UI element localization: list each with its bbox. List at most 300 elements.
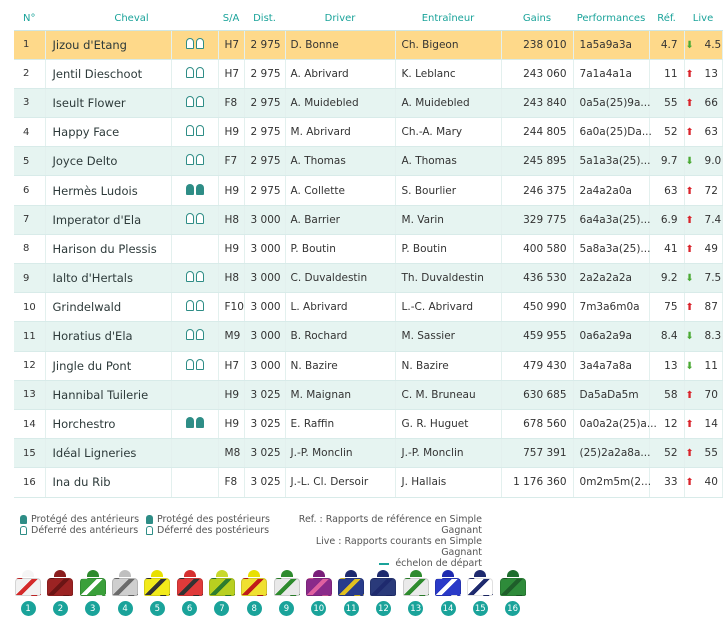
horse-name[interactable]: Ina du Rib bbox=[45, 468, 171, 497]
table-row[interactable] bbox=[14, 468, 722, 497]
shoe-unshod-icon bbox=[196, 213, 204, 224]
gains: 1 176 360 bbox=[501, 468, 573, 497]
jockey-silk[interactable] bbox=[335, 570, 367, 616]
live-odds-cell bbox=[684, 409, 722, 438]
silk-jacket-icon bbox=[241, 578, 267, 596]
silk-number-badge: 13 bbox=[408, 601, 423, 616]
distance: 2 975 bbox=[244, 176, 285, 205]
distance: 2 975 bbox=[244, 147, 285, 176]
driver-name[interactable]: C. Duvaldestin bbox=[285, 264, 395, 293]
odds-legend bbox=[278, 514, 482, 569]
distance: 2 975 bbox=[244, 118, 285, 147]
helmet-icon bbox=[22, 570, 34, 577]
trend-down-icon: ⬇ bbox=[685, 331, 694, 343]
runner-number: 1 bbox=[14, 30, 45, 59]
table-row[interactable] bbox=[14, 322, 722, 351]
shoeing-cell bbox=[171, 147, 218, 176]
driver-name[interactable]: M. Maignan bbox=[285, 380, 395, 409]
runner-number: 13 bbox=[14, 380, 45, 409]
helmet-icon bbox=[507, 570, 519, 577]
sex-age: H9 bbox=[218, 118, 244, 147]
live-odds: 8.3 bbox=[704, 330, 722, 343]
performances: 0m2m5m(2... bbox=[573, 468, 649, 497]
driver-name[interactable]: M. Abrivard bbox=[285, 118, 395, 147]
live-odds-cell bbox=[684, 468, 722, 497]
sex-age: H9 bbox=[218, 409, 244, 438]
gains: 479 430 bbox=[501, 351, 573, 380]
helmet-icon bbox=[119, 570, 131, 577]
gains: 245 895 bbox=[501, 147, 573, 176]
silk-number-badge: 9 bbox=[279, 601, 294, 616]
trainer-name[interactable]: J.-P. Monclin bbox=[395, 439, 501, 468]
trainer-name[interactable]: Th. Duvaldestin bbox=[395, 264, 501, 293]
distance: 3 000 bbox=[244, 322, 285, 351]
live-odds-cell bbox=[684, 234, 722, 263]
reference-odds: 52 bbox=[649, 118, 684, 147]
silk-jacket-icon bbox=[80, 578, 106, 596]
shoeing-icons bbox=[186, 359, 204, 370]
shoeing-cell bbox=[171, 264, 218, 293]
shoe-unshod-icon bbox=[186, 359, 194, 370]
live-odds: 14 bbox=[704, 418, 718, 431]
shoe-unshod-icon bbox=[186, 154, 194, 165]
runner-number: 2 bbox=[14, 59, 45, 88]
horse-name[interactable]: Joyce Delto bbox=[45, 147, 171, 176]
table-row[interactable] bbox=[14, 439, 722, 468]
legend-unshod-rear bbox=[146, 525, 270, 536]
header-sa[interactable]: S/A bbox=[218, 8, 244, 30]
trend-up-icon: ⬆ bbox=[685, 214, 694, 226]
shoe-unshod-icon bbox=[196, 154, 204, 165]
live-odds: 55 bbox=[704, 447, 718, 460]
shoe-unshod-icon bbox=[196, 359, 204, 370]
live-odds-cell bbox=[684, 351, 722, 380]
silk-jacket-icon bbox=[47, 578, 73, 596]
distance: 3 000 bbox=[244, 293, 285, 322]
shoeing-cell bbox=[171, 293, 218, 322]
helmet-icon bbox=[410, 570, 422, 577]
runner-number: 6 bbox=[14, 176, 45, 205]
performances: 5a8a3a(25)... bbox=[573, 234, 649, 263]
header-live[interactable]: Live bbox=[684, 8, 722, 30]
shoe-unshod-icon bbox=[186, 300, 194, 311]
shoeing-legend-front bbox=[20, 514, 139, 536]
runner-rows bbox=[14, 30, 722, 497]
driver-name[interactable]: E. Raffin bbox=[285, 409, 395, 438]
gains: 757 391 bbox=[501, 439, 573, 468]
runner-number: 8 bbox=[14, 234, 45, 263]
jockey-silk[interactable] bbox=[238, 570, 270, 616]
reference-odds: 4.7 bbox=[649, 30, 684, 59]
runner-number: 7 bbox=[14, 205, 45, 234]
distance: 3 000 bbox=[244, 351, 285, 380]
performances: 6a4a3a(25)... bbox=[573, 205, 649, 234]
runner-number: 3 bbox=[14, 88, 45, 117]
live-odds: 11 bbox=[704, 359, 718, 372]
performances: (25)2a2a8a... bbox=[573, 439, 649, 468]
shoeing-cell bbox=[171, 322, 218, 351]
trainer-name[interactable]: N. Bazire bbox=[395, 351, 501, 380]
jockey-silk[interactable] bbox=[44, 570, 76, 616]
runner-number: 4 bbox=[14, 118, 45, 147]
shoe-unshod-icon bbox=[196, 38, 204, 49]
legend-unshod-front-label: Déferré des antérieurs bbox=[31, 525, 139, 536]
helmet-icon bbox=[184, 570, 196, 577]
horse-name[interactable]: Harison du Plessis bbox=[45, 234, 171, 263]
shoeing-icons bbox=[186, 154, 204, 165]
jockey-silk[interactable] bbox=[109, 570, 141, 616]
silk-number-badge: 15 bbox=[473, 601, 488, 616]
reference-odds: 12 bbox=[649, 409, 684, 438]
legend-start bbox=[278, 558, 482, 569]
header-trainer[interactable]: Entraîneur bbox=[395, 8, 501, 30]
trainer-name[interactable]: L.-C. Abrivard bbox=[395, 293, 501, 322]
trainer-name[interactable]: S. Bourlier bbox=[395, 176, 501, 205]
performances: 0a6a2a9a bbox=[573, 322, 649, 351]
silk-number-badge: 7 bbox=[214, 601, 229, 616]
driver-name[interactable]: P. Boutin bbox=[285, 234, 395, 263]
live-odds-cell bbox=[684, 264, 722, 293]
table-row[interactable] bbox=[14, 234, 722, 263]
shoeing-legend-rear bbox=[146, 514, 270, 536]
performances: Da5aDa5m bbox=[573, 380, 649, 409]
trainer-name[interactable]: M. Sassier bbox=[395, 322, 501, 351]
driver-name[interactable]: A. Barrier bbox=[285, 205, 395, 234]
table-header-row bbox=[14, 8, 722, 30]
shoe-unshod-icon bbox=[186, 125, 194, 136]
shoe-unshod-icon bbox=[146, 526, 153, 535]
trainer-name[interactable]: K. Leblanc bbox=[395, 59, 501, 88]
driver-name[interactable]: D. Bonne bbox=[285, 30, 395, 59]
runner-number: 12 bbox=[14, 351, 45, 380]
trend-up-icon: ⬆ bbox=[685, 302, 694, 314]
shoeing-icons bbox=[186, 329, 204, 340]
silk-jacket-icon bbox=[112, 578, 138, 596]
live-odds-cell bbox=[684, 322, 722, 351]
driver-name[interactable]: A. Muidebled bbox=[285, 88, 395, 117]
silk-jacket-icon bbox=[306, 578, 332, 596]
trainer-name[interactable]: M. Varin bbox=[395, 205, 501, 234]
silk-jacket-icon bbox=[403, 578, 429, 596]
shoeing-cell bbox=[171, 468, 218, 497]
shoeing-icons bbox=[186, 184, 204, 195]
gains: 244 805 bbox=[501, 118, 573, 147]
shoeing-cell bbox=[171, 351, 218, 380]
table-row[interactable] bbox=[14, 59, 722, 88]
silk-number-badge: 16 bbox=[505, 601, 520, 616]
shoe-unshod-icon bbox=[186, 213, 194, 224]
table-row[interactable] bbox=[14, 176, 722, 205]
live-odds-cell bbox=[684, 176, 722, 205]
reference-odds: 58 bbox=[649, 380, 684, 409]
header-horse[interactable]: Cheval bbox=[45, 8, 218, 30]
helmet-icon bbox=[442, 570, 454, 577]
distance: 3 025 bbox=[244, 439, 285, 468]
horse-name[interactable]: Hannibal Tuilerie bbox=[45, 380, 171, 409]
shoeing-cell bbox=[171, 59, 218, 88]
horse-name[interactable]: Jentil Dieschoot bbox=[45, 59, 171, 88]
jockey-silk[interactable] bbox=[496, 570, 528, 616]
header-num[interactable]: N° bbox=[14, 8, 45, 30]
horse-name[interactable]: Hermès Ludois bbox=[45, 176, 171, 205]
jockey-silk[interactable] bbox=[464, 570, 496, 616]
horse-name[interactable]: Imperator d'Ela bbox=[45, 205, 171, 234]
helmet-icon bbox=[345, 570, 357, 577]
horse-name[interactable]: Horchestro bbox=[45, 409, 171, 438]
runners-table bbox=[14, 8, 723, 498]
jockey-silk[interactable] bbox=[173, 570, 205, 616]
table-row[interactable] bbox=[14, 30, 722, 59]
trend-down-icon: ⬇ bbox=[685, 273, 694, 285]
table-row[interactable] bbox=[14, 264, 722, 293]
shoe-protected-icon bbox=[196, 417, 204, 428]
gains: 450 990 bbox=[501, 293, 573, 322]
horse-name[interactable]: Iseult Flower bbox=[45, 88, 171, 117]
shoe-protected-icon bbox=[186, 417, 194, 428]
shoe-unshod-icon bbox=[186, 38, 194, 49]
helmet-icon bbox=[216, 570, 228, 577]
jockey-silk[interactable] bbox=[141, 570, 173, 616]
shoe-unshod-icon bbox=[186, 329, 194, 340]
driver-name[interactable]: B. Rochard bbox=[285, 322, 395, 351]
runner-number: 15 bbox=[14, 439, 45, 468]
table-row[interactable] bbox=[14, 205, 722, 234]
reference-odds: 41 bbox=[649, 234, 684, 263]
horse-name[interactable]: Ialto d'Hertals bbox=[45, 264, 171, 293]
gains: 238 010 bbox=[501, 30, 573, 59]
performances: 6a0a(25)Da... bbox=[573, 118, 649, 147]
jockey-silk[interactable] bbox=[432, 570, 464, 616]
sex-age: F8 bbox=[218, 88, 244, 117]
header-ref[interactable]: Réf. bbox=[649, 8, 684, 30]
trend-down-icon: ⬇ bbox=[685, 156, 694, 168]
shoeing-icons bbox=[186, 38, 204, 49]
silk-number-badge: 4 bbox=[118, 601, 133, 616]
jockey-silk[interactable] bbox=[303, 570, 335, 616]
driver-name[interactable]: A. Thomas bbox=[285, 147, 395, 176]
shoeing-cell bbox=[171, 176, 218, 205]
shoe-unshod-icon bbox=[196, 96, 204, 107]
shoeing-cell bbox=[171, 380, 218, 409]
silk-number-badge: 3 bbox=[85, 601, 100, 616]
table-row[interactable] bbox=[14, 409, 722, 438]
header-gains[interactable]: Gains bbox=[501, 8, 573, 30]
shoeing-cell bbox=[171, 118, 218, 147]
distance: 3 000 bbox=[244, 264, 285, 293]
helmet-icon bbox=[474, 570, 486, 577]
live-odds-cell bbox=[684, 380, 722, 409]
trainer-name[interactable]: G. R. Huguet bbox=[395, 409, 501, 438]
sex-age: H8 bbox=[218, 205, 244, 234]
shoe-unshod-icon bbox=[186, 271, 194, 282]
gains: 243 060 bbox=[501, 59, 573, 88]
horse-name[interactable]: Grindelwald bbox=[45, 293, 171, 322]
sex-age: H8 bbox=[218, 264, 244, 293]
distance: 3 025 bbox=[244, 380, 285, 409]
sex-age: M8 bbox=[218, 439, 244, 468]
jockey-silk[interactable] bbox=[400, 570, 432, 616]
horse-name[interactable]: Jizou d'Etang bbox=[45, 30, 171, 59]
distance: 3 025 bbox=[244, 468, 285, 497]
silk-jacket-icon bbox=[338, 578, 364, 596]
sex-age: H7 bbox=[218, 351, 244, 380]
reference-odds: 63 bbox=[649, 176, 684, 205]
live-odds: 9.0 bbox=[704, 155, 722, 168]
reference-odds: 13 bbox=[649, 351, 684, 380]
driver-name[interactable]: A. Collette bbox=[285, 176, 395, 205]
silk-jacket-icon bbox=[209, 578, 235, 596]
silk-jacket-icon bbox=[370, 578, 396, 596]
sex-age: H7 bbox=[218, 30, 244, 59]
legend-protected-rear bbox=[146, 514, 270, 525]
shoeing-icons bbox=[186, 271, 204, 282]
silk-number-badge: 2 bbox=[53, 601, 68, 616]
silk-number-badge: 8 bbox=[247, 601, 262, 616]
distance: 2 975 bbox=[244, 88, 285, 117]
driver-name[interactable]: J.-L. Cl. Dersoir bbox=[285, 468, 395, 497]
sex-age: F10 bbox=[218, 293, 244, 322]
distance: 2 975 bbox=[244, 30, 285, 59]
jockey-silk[interactable] bbox=[270, 570, 302, 616]
table-row[interactable] bbox=[14, 147, 722, 176]
sex-age: H7 bbox=[218, 59, 244, 88]
shoeing-icons bbox=[186, 417, 204, 428]
silk-number-badge: 6 bbox=[182, 601, 197, 616]
silk-jacket-icon bbox=[435, 578, 461, 596]
trainer-name[interactable]: A. Muidebled bbox=[395, 88, 501, 117]
trend-down-icon: ⬇ bbox=[685, 360, 694, 372]
shoe-protected-icon bbox=[146, 515, 153, 524]
distance: 3 000 bbox=[244, 205, 285, 234]
driver-name[interactable]: N. Bazire bbox=[285, 351, 395, 380]
live-odds: 66 bbox=[704, 96, 718, 109]
trainer-name[interactable]: J. Hallais bbox=[395, 468, 501, 497]
reference-odds: 75 bbox=[649, 293, 684, 322]
trend-up-icon: ⬆ bbox=[685, 419, 694, 431]
table-row[interactable] bbox=[14, 88, 722, 117]
trainer-name[interactable]: P. Boutin bbox=[395, 234, 501, 263]
trainer-name[interactable]: C. M. Bruneau bbox=[395, 380, 501, 409]
reference-odds: 8.4 bbox=[649, 322, 684, 351]
trainer-name[interactable]: Ch. Bigeon bbox=[395, 30, 501, 59]
header-perf[interactable]: Performances bbox=[573, 8, 649, 30]
trainer-name[interactable]: Ch.-A. Mary bbox=[395, 118, 501, 147]
performances: 0a0a2a(25)a... bbox=[573, 409, 649, 438]
live-odds-cell bbox=[684, 59, 722, 88]
live-odds-cell bbox=[684, 88, 722, 117]
gains: 246 375 bbox=[501, 176, 573, 205]
trend-up-icon: ⬆ bbox=[685, 448, 694, 460]
performances: 2a2a2a2a bbox=[573, 264, 649, 293]
driver-name[interactable]: A. Abrivard bbox=[285, 59, 395, 88]
trend-up-icon: ⬆ bbox=[685, 68, 694, 80]
driver-name[interactable]: J.-P. Monclin bbox=[285, 439, 395, 468]
shoeing-icons bbox=[186, 213, 204, 224]
jockey-silk[interactable] bbox=[77, 570, 109, 616]
helmet-icon bbox=[281, 570, 293, 577]
shoeing-icons bbox=[186, 125, 204, 136]
live-odds: 72 bbox=[704, 184, 718, 197]
runner-number: 5 bbox=[14, 147, 45, 176]
distance: 3 025 bbox=[244, 409, 285, 438]
silk-number-badge: 1 bbox=[21, 601, 36, 616]
live-odds: 63 bbox=[704, 126, 718, 139]
live-odds: 7.4 bbox=[704, 213, 722, 226]
horse-name[interactable]: Horatius d'Ela bbox=[45, 322, 171, 351]
jockey-silk[interactable] bbox=[367, 570, 399, 616]
reference-odds: 55 bbox=[649, 88, 684, 117]
helmet-icon bbox=[313, 570, 325, 577]
shoeing-cell bbox=[171, 439, 218, 468]
legend-ref-note: Ref. : Rapports de référence en Simple Gagnant bbox=[298, 514, 482, 536]
jockey-silk[interactable] bbox=[206, 570, 238, 616]
trend-up-icon: ⬆ bbox=[685, 97, 694, 109]
shoeing-icons bbox=[186, 67, 204, 78]
horse-name[interactable]: Happy Face bbox=[45, 118, 171, 147]
live-odds: 40 bbox=[704, 476, 718, 489]
header-driver[interactable]: Driver bbox=[285, 8, 395, 30]
driver-name[interactable]: L. Abrivard bbox=[285, 293, 395, 322]
legend-protected-rear-label: Protégé des postérieurs bbox=[157, 514, 271, 525]
silk-jacket-icon bbox=[500, 578, 526, 596]
live-odds: 70 bbox=[704, 388, 718, 401]
live-odds: 4.5 bbox=[704, 38, 722, 51]
runner-number: 10 bbox=[14, 293, 45, 322]
horse-name[interactable]: Jingle du Pont bbox=[45, 351, 171, 380]
header-dist[interactable]: Dist. bbox=[244, 8, 285, 30]
live-odds: 13 bbox=[704, 67, 718, 80]
shoe-unshod-icon bbox=[186, 96, 194, 107]
shoe-protected-icon bbox=[186, 184, 194, 195]
shoeing-cell bbox=[171, 88, 218, 117]
gains: 678 560 bbox=[501, 409, 573, 438]
shoe-unshod-icon bbox=[20, 526, 27, 535]
table-row[interactable] bbox=[14, 351, 722, 380]
horse-name[interactable]: Idéal Ligneries bbox=[45, 439, 171, 468]
table-row[interactable] bbox=[14, 380, 722, 409]
gains: 329 775 bbox=[501, 205, 573, 234]
shoe-unshod-icon bbox=[196, 300, 204, 311]
trend-up-icon: ⬆ bbox=[685, 389, 694, 401]
shoe-protected-icon bbox=[196, 184, 204, 195]
performances: 0a5a(25)9a... bbox=[573, 88, 649, 117]
shoeing-cell bbox=[171, 205, 218, 234]
gains: 459 955 bbox=[501, 322, 573, 351]
jockey-silk[interactable] bbox=[12, 570, 44, 616]
shoeing-icons bbox=[186, 96, 204, 107]
silk-number-badge: 11 bbox=[344, 601, 359, 616]
sex-age: F7 bbox=[218, 147, 244, 176]
legend-protected-front-label: Protégé des antérieurs bbox=[31, 514, 140, 525]
distance: 3 000 bbox=[244, 234, 285, 263]
shoe-unshod-icon bbox=[196, 67, 204, 78]
legend-protected-front bbox=[20, 514, 139, 525]
reference-odds: 6.9 bbox=[649, 205, 684, 234]
reference-odds: 52 bbox=[649, 439, 684, 468]
live-odds-cell bbox=[684, 30, 722, 59]
table-row[interactable] bbox=[14, 293, 722, 322]
silk-jacket-icon bbox=[274, 578, 300, 596]
table-row[interactable] bbox=[14, 118, 722, 147]
helmet-icon bbox=[248, 570, 260, 577]
silk-number-badge: 14 bbox=[441, 601, 456, 616]
trainer-name[interactable]: A. Thomas bbox=[395, 147, 501, 176]
silk-number-badge: 10 bbox=[311, 601, 326, 616]
shoe-protected-icon bbox=[20, 515, 27, 524]
reference-odds: 9.2 bbox=[649, 264, 684, 293]
runner-number: 11 bbox=[14, 322, 45, 351]
silk-jacket-icon bbox=[144, 578, 170, 596]
